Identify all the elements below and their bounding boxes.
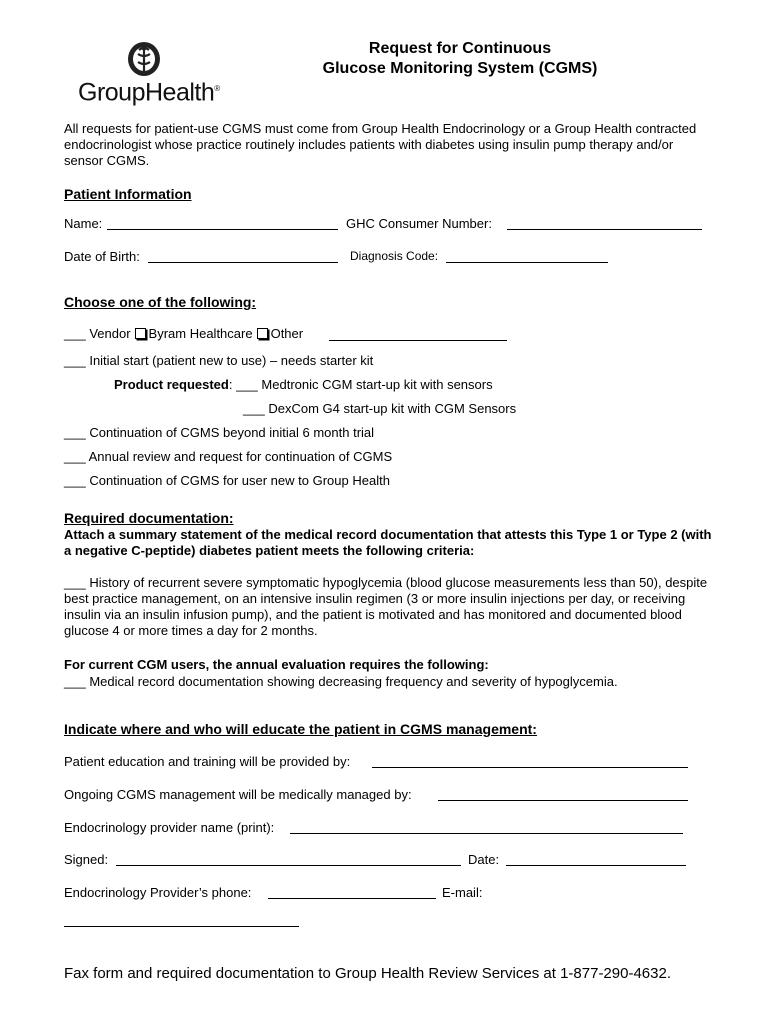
name-field[interactable]: [107, 229, 338, 230]
other-checkbox[interactable]: [257, 328, 268, 339]
dexcom-label: DexCom G4 start-up kit with CGM Sensors: [268, 401, 517, 416]
other-vendor-field[interactable]: [329, 340, 507, 341]
new-user-label: Continuation of CGMS for user new to Group Health: [89, 473, 390, 488]
current-users-heading: For current CGM users, the annual evaluation requires the following:: [64, 657, 489, 672]
dob-field[interactable]: [148, 262, 338, 263]
name-label: Name:: [64, 216, 103, 231]
caduceus-seal-icon: [124, 40, 164, 78]
managed-field[interactable]: [438, 800, 688, 801]
criteria-text: History of recurrent severe symptomatic hypoglycemia (blood glucose measurements less than 50), despite best practice management, on an intensive insulin regimen (3 or more insulin injections per day, or receiving insulin via an insulin infusion pump), and the patient is motivated and has monitored and documented blood glucose 4 or more times a day for 2 months.: [64, 575, 708, 638]
medtronic-blank[interactable]: ___: [236, 377, 258, 392]
title-line-2: Glucose Monitoring System (CGMS): [322, 60, 598, 77]
criteria-blank[interactable]: ___: [64, 575, 86, 590]
diagnosis-code-field[interactable]: [446, 262, 608, 263]
signed-label: Signed:: [64, 852, 109, 867]
ghc-number-label: GHC Consumer Number:: [346, 216, 492, 231]
dob-label: Date of Birth:: [64, 249, 140, 264]
byram-checkbox[interactable]: [135, 328, 146, 339]
product-dexcom-row: [243, 401, 516, 417]
product-requested-label: Product requested: [114, 377, 229, 392]
diagnosis-code-label: Diagnosis Code:: [350, 249, 439, 263]
byram-label: Byram Healthcare: [148, 326, 253, 341]
continuation-label: Continuation of CGMS beyond initial 6 month trial: [89, 425, 375, 440]
initial-start-blank[interactable]: ___: [64, 353, 86, 368]
training-field[interactable]: [372, 767, 688, 768]
brand-name: GroupHealth®: [78, 78, 220, 107]
annual-review-blank[interactable]: ___: [64, 449, 86, 464]
current-users-blank[interactable]: ___: [64, 674, 86, 689]
education-heading: Indicate where and who will educate the patient in CGMS management:: [64, 721, 537, 737]
dexcom-blank[interactable]: ___: [243, 401, 265, 416]
managed-label: Ongoing CGMS management will be medically managed by:: [64, 787, 412, 802]
date-label: Date:: [468, 852, 500, 867]
new-user-blank[interactable]: ___: [64, 473, 86, 488]
continuation-row: [64, 425, 374, 441]
intro-text: All requests for patient-use CGMS must come from Group Health Endocrinology or a Group Health contracted endocrinologist whose practice routinely includes patients with diabetes using insulin pump therapy and/or sensor CGMS.: [64, 121, 697, 168]
phone-field[interactable]: [268, 898, 436, 899]
product-medtronic-row: Product requested: ___ Medtronic CGM start-up kit with sensors: [114, 377, 493, 392]
other-label: Other: [270, 326, 304, 341]
annual-review-row: [64, 449, 392, 465]
initial-start-row: [64, 353, 373, 369]
current-users-row: [64, 674, 618, 690]
required-docs-heading: Required documentation:: [64, 510, 234, 526]
email-field[interactable]: [64, 926, 299, 927]
annual-review-label: Annual review and request for continuation of CGMS: [88, 449, 393, 464]
current-users-label: Medical record documentation showing decreasing frequency and severity of hypoglycemia.: [89, 674, 618, 689]
criteria-item: [64, 575, 714, 639]
signature-field[interactable]: [116, 865, 461, 866]
initial-start-label: Initial start (patient new to use) – needs starter kit: [89, 353, 374, 368]
title-line-1: Request for Continuous: [368, 40, 552, 57]
new-user-row: [64, 473, 390, 489]
phone-label: Endocrinology Provider’s phone:: [64, 885, 252, 900]
vendor-row: [64, 326, 303, 342]
fax-instructions: Fax form and required documentation to Group Health Review Services at 1-877-290-4632.: [64, 965, 671, 982]
email-label: E-mail:: [442, 885, 483, 900]
ghc-number-field[interactable]: [507, 229, 702, 230]
choose-heading: Choose one of the following:: [64, 294, 257, 310]
vendor-label: Vendor: [89, 326, 131, 341]
training-label: Patient education and training will be provided by:: [64, 754, 351, 769]
continuation-blank[interactable]: ___: [64, 425, 86, 440]
provider-name-field[interactable]: [290, 833, 683, 834]
date-field[interactable]: [506, 865, 686, 866]
page-title: [250, 39, 670, 79]
patient-info-heading: Patient Information: [64, 186, 192, 202]
provider-name-label: Endocrinology provider name (print):: [64, 820, 275, 835]
medtronic-label: Medtronic CGM start-up kit with sensors: [261, 377, 493, 392]
vendor-blank[interactable]: ___: [64, 326, 86, 341]
required-docs-subheading: Attach a summary statement of the medical record documentation that attests this Type 1 or Type 2 (with a negative C-peptide) diabetes patient meets the following criteria:: [64, 527, 712, 558]
